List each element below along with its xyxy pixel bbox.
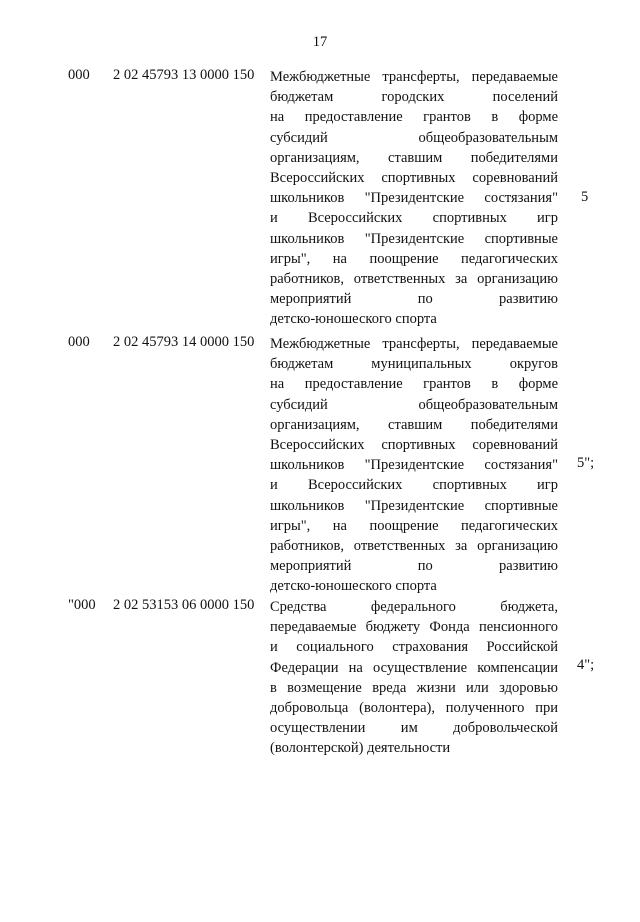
description-line: школьников "Президентские состязания"	[270, 190, 558, 207]
description-line: и Всероссийских спортивных игр	[270, 477, 558, 494]
income-description	[270, 67, 558, 329]
description-line: Федерации на осуществление компенсации	[270, 659, 558, 676]
description-line: работников, ответственных за организацию	[270, 537, 558, 554]
description-line: работников, ответственных за организацию	[270, 270, 558, 287]
description-line: мероприятий по развитию	[270, 291, 558, 308]
description-line: субсидий общеобразовательным	[270, 396, 558, 413]
income-description	[270, 597, 558, 759]
description-line: Межбюджетные трансферты, передаваемые	[270, 69, 558, 85]
description-line: детско-юношеского спорта	[270, 578, 437, 595]
description-line: детско-юношеского спорта	[270, 311, 437, 328]
admin-code: "000	[68, 597, 96, 613]
description-line: организациям, ставшим победителями	[270, 149, 558, 166]
norm-value: 5	[581, 189, 589, 205]
admin-code: 000	[68, 334, 90, 350]
description-line: мероприятий по развитию	[270, 558, 558, 575]
income-description	[270, 334, 558, 596]
description-line: игры", на поощрение педагогических	[270, 250, 558, 267]
description-line: игры", на поощрение педагогических	[270, 517, 558, 534]
description-line: и социального страхования Российской	[270, 639, 558, 656]
description-line: на предоставление грантов в форме	[270, 109, 558, 126]
description-line: школьников "Президентские спортивные	[270, 497, 558, 514]
norm-value: 4";	[577, 657, 595, 673]
kbk-code: 2 02 53153 06 0000 150	[113, 597, 255, 613]
kbk-code: 2 02 45793 13 0000 150	[113, 67, 255, 83]
norm-value: 5";	[577, 455, 595, 471]
description-line: организациям, ставшим победителями	[270, 416, 558, 433]
description-line: школьников "Президентские состязания"	[270, 457, 558, 474]
description-line: Межбюджетные трансферты, передаваемые	[270, 336, 558, 352]
description-line: добровольца (волонтера), полученного при	[270, 699, 558, 716]
description-line: (волонтерской) деятельности	[270, 740, 451, 757]
description-line: и Всероссийских спортивных игр	[270, 210, 558, 227]
description-line: в возмещение вреда жизни или здоровью	[270, 679, 558, 696]
page-number: 17	[312, 34, 328, 50]
description-line: Средства федерального бюджета,	[270, 599, 558, 615]
description-line: бюджетам городских поселений	[270, 89, 558, 106]
description-line: школьников "Президентские спортивные	[270, 230, 558, 247]
kbk-code: 2 02 45793 14 0000 150	[113, 334, 255, 350]
admin-code: 000	[68, 67, 90, 83]
description-line: на предоставление грантов в форме	[270, 376, 558, 393]
description-line: Всероссийских спортивных соревнований	[270, 169, 558, 186]
description-line: Всероссийских спортивных соревнований	[270, 436, 558, 453]
description-line: осуществлении им добровольческой	[270, 720, 558, 737]
description-line: субсидий общеобразовательным	[270, 129, 558, 146]
description-line: бюджетам муниципальных округов	[270, 356, 558, 373]
description-line: передаваемые бюджету Фонда пенсионного	[270, 619, 558, 636]
